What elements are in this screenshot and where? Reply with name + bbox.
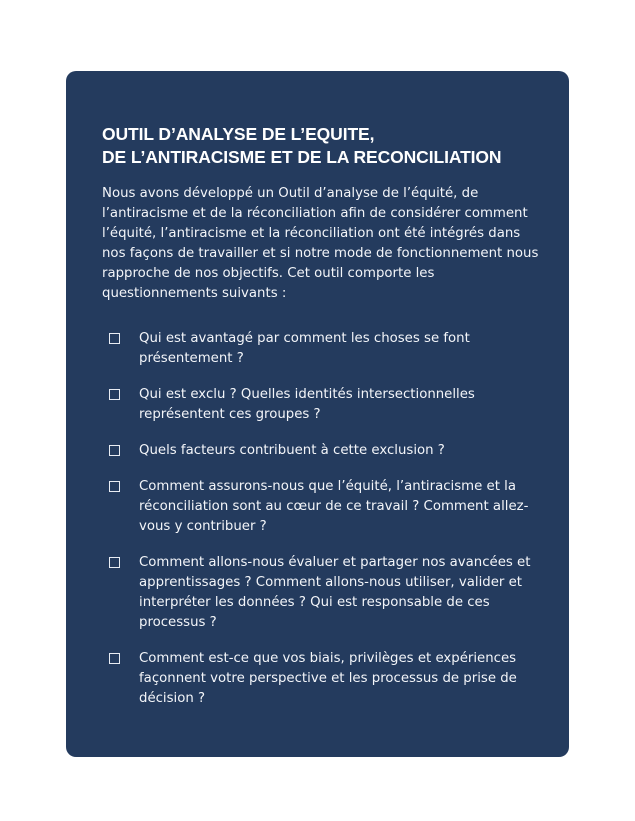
info-card	[66, 71, 569, 757]
checkbox-icon[interactable]	[109, 389, 120, 400]
checklist-item	[102, 649, 539, 709]
checklist-item-text: Comment allons-nous évaluer et partager nos avancées et apprentissages ? Comment allons-nous utiliser, valider et interpréter les données ? Qui est responsable de ces processus ?	[139, 555, 531, 630]
card-title-line: OUTIL D’ANALYSE DE L’EQUITE,	[102, 124, 375, 144]
checklist-item-text: Quels facteurs contribuent à cette exclusion ?	[139, 443, 445, 458]
checklist-item	[102, 477, 539, 537]
checklist-item	[102, 329, 539, 369]
checkbox-icon[interactable]	[109, 333, 120, 344]
checklist-item	[102, 441, 539, 461]
checklist-item-text: Comment est-ce que vos biais, privilèges et expériences façonnent votre perspective et les processus de prise de décision ?	[139, 651, 517, 706]
checklist-item	[102, 385, 539, 425]
intro-paragraph: Nous avons développé un Outil d’analyse de l’équité, de l’antiracisme et de la réconciliation afin de considérer comment l’équité, l’antiracisme et la réconciliation ont été intégrés dans nos façons de travailler et si notre mode de fonctionnement nous rapproche de nos objectifs. Cet outil comporte les questionnements suivants :	[102, 186, 539, 301]
checklist-item-text: Qui est exclu ? Quelles identités intersectionnelles représentent ces groupes ?	[139, 387, 475, 422]
checkbox-icon[interactable]	[109, 653, 120, 664]
question-checklist	[102, 329, 539, 709]
checkbox-icon[interactable]	[109, 557, 120, 568]
checkbox-icon[interactable]	[109, 445, 120, 456]
card-title	[102, 123, 539, 169]
checkbox-icon[interactable]	[109, 481, 120, 492]
checklist-item	[102, 553, 539, 633]
card-title-line: DE L’ANTIRACISME ET DE LA RECONCILIATION	[102, 147, 502, 167]
checklist-item-text: Qui est avantagé par comment les choses se font présentement ?	[139, 331, 470, 366]
checklist-item-text: Comment assurons-nous que l’équité, l’antiracisme et la réconciliation sont au cœur de ce travail ? Comment allez-vous y contribuer ?	[139, 479, 529, 534]
